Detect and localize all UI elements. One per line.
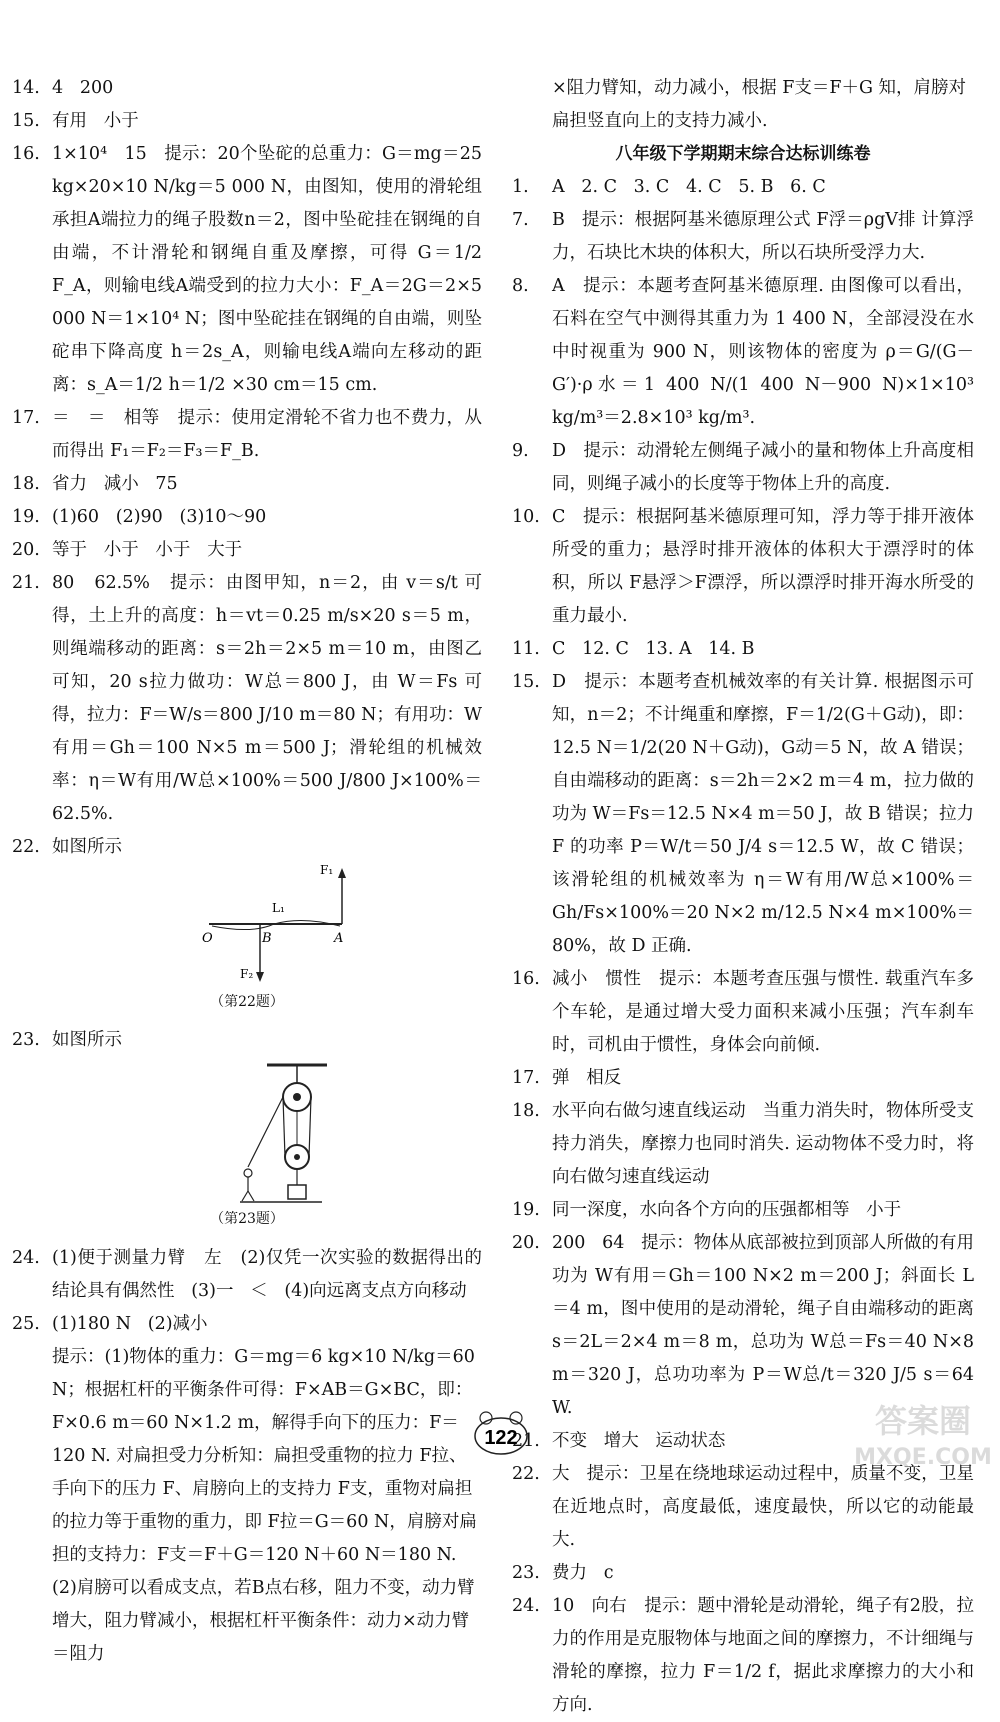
figure-23 xyxy=(12,1057,482,1242)
item-text: 4 200 xyxy=(52,78,114,98)
item-text: 不变 增大 运动状态 xyxy=(552,1431,726,1451)
answer-item xyxy=(512,270,980,435)
answer-item xyxy=(512,204,974,270)
item-text: 水平向右做匀速直线运动 当重力消失时，物体所受支持力消失，摩擦力也同时消失. 运动物体不受力时，将向右做匀速直线运动 xyxy=(552,1101,974,1187)
item-text: A 2. C 3. C 4. C 5. B 6. C xyxy=(552,177,826,197)
section-title: 八年级下学期期末综合达标训练卷 xyxy=(615,144,871,164)
item-number: 10. xyxy=(512,507,540,527)
answer-item xyxy=(512,501,974,633)
item-number: 21. xyxy=(12,573,40,593)
item-text: 减小 惯性 提示：本题考查压强与惯性. 载重汽车多个车轮，是通过增大受力面积来减小压强；汽车刹车时，司机由于惯性，身体会向前倾. xyxy=(552,969,974,1055)
answer-item xyxy=(12,501,482,534)
item-text: 省力 减小 75 xyxy=(52,474,178,494)
item-text: 弹 相反 xyxy=(552,1068,622,1088)
figure-23-caption: （第23题） xyxy=(210,1211,284,1227)
item-text: 80 62.5% 提示：由图甲知，n＝2，由 v＝s/t 可得，土上升的高度：h＝vt＝0.25 m/s×20 s＝5 m，则绳端移动的距离：s＝2h＝2×5 m＝10 m，由图乙可知，20 s拉力做功：W总＝800 J，由 W＝Fs 可得，拉力：F＝W/s＝800 J/10 m＝80 N；有用功：W有用＝Gh＝100 N×5 m＝500 J；滑轮组的机械效率：η＝W有用/W总×100%＝500 J/800 J×100%＝62.5%. xyxy=(52,573,482,824)
item-number: 19. xyxy=(12,507,40,527)
item-text: D 提示：本题考查机械效率的有关计算. 根据图示可知，n＝2；不计绳重和摩擦，F＝1/2(G＋G动)，即：12.5 N＝1/2(20 N＋G动)，G动＝5 N，故 A 错误；自由端移动的距离：s＝2h＝2×2 m＝4 m，拉力做的功为 W＝Fs＝12.5 N×4 m＝50 J，故 B 错误；拉力 F 的功率 P＝W/t＝50 J/4 s＝12.5 W，故 C 错误；该滑轮组的机械效率为 η＝W有用/W总×100%＝Gh/Fs×100%＝20 N×2 m/12.5 N×4 m×100%＝80%，故 D 正确. xyxy=(552,672,980,956)
item-text: 如图所示 xyxy=(52,837,122,857)
item-text: 200 64 提示：物体从底部被拉到顶部人所做的有用功为 W有用＝Gh＝100 N×2 m＝200 J；斜面长 L＝4 m，图中使用的是动滑轮，绳子自由端移动的距离 s＝2L＝2×4 m＝8 m，总功为 W总＝Fs＝40 N×8 m＝320 J，总功功率为 P＝W总/t＝320 J/5 s＝64 W. xyxy=(552,1233,980,1418)
item-text: ＝ ＝ 相等 提示：使用定滑轮不省力也不费力，从而得出 F₁＝F₂＝F₃＝F_B. xyxy=(52,408,482,461)
label-b: B xyxy=(262,931,272,946)
item-text: 1×10⁴ 15 提示：20个坠砣的总重力：G＝mg＝25 kg×20×10 N/kg＝5 000 N，由图知，使用的滑轮组承担A端拉力的绳子股数n＝2，图中坠砣挂在钢绳的自由端，不计滑轮和钢绳自重及摩擦，可得 G＝1/2 F_A，则输电线A端受到的拉力大小：F_A＝2G＝2×5 000 N＝1×10⁴ N；图中坠砣挂在钢绳的自由端，则坠砣串下降高度 h＝2s_A，则输电线A端向左移动的距离：s_A＝1/2 h＝1/2 ×30 cm＝15 cm. xyxy=(52,144,488,395)
answer-item xyxy=(12,72,482,105)
answer-item xyxy=(512,963,974,1062)
answer-item xyxy=(512,633,974,666)
answer-item xyxy=(512,171,974,204)
item-number: 19. xyxy=(512,1200,540,1220)
label-o: O xyxy=(202,931,213,946)
item-number: 18. xyxy=(12,474,40,494)
item-text: C 12. C 13. A 14. B xyxy=(552,639,755,659)
item-number: 11. xyxy=(512,639,540,659)
pulley-diagram xyxy=(12,1057,482,1217)
item-number: 20. xyxy=(512,1233,540,1253)
item-number: 1. xyxy=(512,177,529,197)
item-text: D 提示：动滑轮左侧绳子减小的量和物体上升高度相同，则绳子减小的长度等于物体上升的高度. xyxy=(552,441,974,494)
label-f2: F₂ xyxy=(240,967,254,981)
answer-item xyxy=(12,1308,482,1341)
lever-diagram xyxy=(12,864,482,994)
item-number: 7. xyxy=(512,210,529,230)
item-number: 17. xyxy=(512,1068,540,1088)
answer-item xyxy=(512,1095,974,1194)
answer-item xyxy=(12,534,482,567)
page-number-badge xyxy=(456,1408,546,1458)
item-number: 25. xyxy=(12,1314,40,1334)
item-number: 15. xyxy=(512,672,540,692)
item-text: A 提示：本题考查阿基米德原理. 由图像可以看出，石料在空气中测得其重力为 1 400 N，全部浸没在水中时视重为 900 N，则该物体的密度为 ρ＝G/(G－G′)·ρ水＝1 400 N/(1 400 N－900 N)×1×10³ kg/m³＝2.8×10³ kg/m³. xyxy=(552,276,980,428)
answer-item xyxy=(512,1062,974,1095)
item-number: 16. xyxy=(12,144,40,164)
item-number: 15. xyxy=(12,111,40,131)
answer-item xyxy=(12,105,482,138)
item-number: 9. xyxy=(512,441,529,461)
item-text: (1)便于测量力臂 左 (2)仅凭一次实验的数据得出的结论具有偶然性 (3)一 ＜ (4)向远离支点方向移动 xyxy=(52,1248,482,1301)
answer-item xyxy=(512,1590,974,1722)
item-number: 22. xyxy=(512,1464,540,1484)
answer-item xyxy=(12,1242,482,1308)
item-number: 21. xyxy=(512,1431,540,1451)
item-text: (1)60 (2)90 (3)10～90 xyxy=(52,507,267,527)
answer-item xyxy=(512,666,980,963)
figure-22 xyxy=(12,864,482,1024)
item-text: 费力 c xyxy=(552,1563,614,1583)
watermark-logo xyxy=(848,1392,998,1476)
svg-text:MXQE.COM: MXQE.COM xyxy=(854,1445,992,1470)
item-number: 23. xyxy=(512,1563,540,1583)
item-25-explanation: 提示：(1)物体的重力：G＝mg＝6 kg×10 N/kg＝60 N；根据杠杆的平衡条件可得：F×AB＝G×BC，即：F×0.6 m＝60 N×1.2 m，解得手向下的压力：F＝120 N. 对扁担受力分析知：扁担受重物的拉力 F拉、手向下的压力 F、肩膀向上的支持力 F支，重物对扁担的拉力等于重物的重力，即 F拉＝G＝60 N，肩膀对扁担的支持力：F支＝F＋G＝120 N＋60 N＝180 N. (2)肩膀可以看成支点，若B点右移，阻力不变，动力臂增大，阻力臂减小，根据杠杆平衡条件：动力×动力臂＝阻力 xyxy=(52,1347,477,1664)
page-number: 122 xyxy=(484,1427,518,1449)
label-f1: F₁ xyxy=(320,864,334,877)
item-number: 20. xyxy=(12,540,40,560)
continuation-text: ×阻力臂知，动力减小，根据 F支＝F＋G 知，肩膀对扁担竖直向上的支持力减小. xyxy=(552,78,967,131)
item-text: 同一深度，水向各个方向的压强都相等 小于 xyxy=(552,1200,902,1220)
left-column xyxy=(12,72,488,1671)
item-number: 22. xyxy=(12,837,40,857)
item-number: 16. xyxy=(512,969,540,989)
item-text: 等于 小于 小于 大于 xyxy=(52,540,243,560)
item-number: 24. xyxy=(12,1248,40,1268)
answer-item xyxy=(512,1557,974,1590)
item-text: C 提示：根据阿基米德原理可知，浮力等于排开液体所受的重力；悬浮时排开液体的体积大于漂浮时的体积，所以 F悬浮＞F漂浮，所以漂浮时排开海水所受的重力最小. xyxy=(552,507,974,626)
answer-item xyxy=(12,138,488,402)
item-text: 10 向右 提示：题中滑轮是动滑轮，绳子有2股，拉力的作用是克服物体与地面之间的摩擦力，不计细绳与滑轮的摩擦，拉力 F＝1/2 f，据此求摩擦力的大小和方向. xyxy=(552,1596,974,1715)
item-number: 8. xyxy=(512,276,529,296)
item-number: 14. xyxy=(12,78,40,98)
answer-item xyxy=(512,1194,974,1227)
label-a: A xyxy=(334,931,344,946)
item-text: (1)180 N (2)减小 xyxy=(52,1314,208,1334)
item-number: 24. xyxy=(512,1596,540,1616)
answer-item xyxy=(12,402,482,468)
answer-item xyxy=(512,435,974,501)
item-text: 有用 小于 xyxy=(52,111,139,131)
item-text: 大 提示：卫星在绕地球运动过程中，质量不变，卫星在近地点时，高度最低，速度最快，所以它的动能最大. xyxy=(552,1464,974,1550)
answer-item xyxy=(12,468,482,501)
item-text: B 提示：根据阿基米德原理公式 F浮＝ρgV排 计算浮力，石块比木块的体积大，所以石块所受浮力大. xyxy=(552,210,974,263)
answer-item xyxy=(12,567,482,831)
item-number: 17. xyxy=(12,408,40,428)
svg-text:答案圈: 答案圈 xyxy=(874,1402,972,1440)
answer-item: 23. 如图所示 xyxy=(12,1030,122,1050)
item-number: 18. xyxy=(512,1101,540,1121)
label-l1: L₁ xyxy=(272,901,285,915)
answer-item xyxy=(12,831,482,864)
figure-22-caption: （第22题） xyxy=(210,994,284,1010)
